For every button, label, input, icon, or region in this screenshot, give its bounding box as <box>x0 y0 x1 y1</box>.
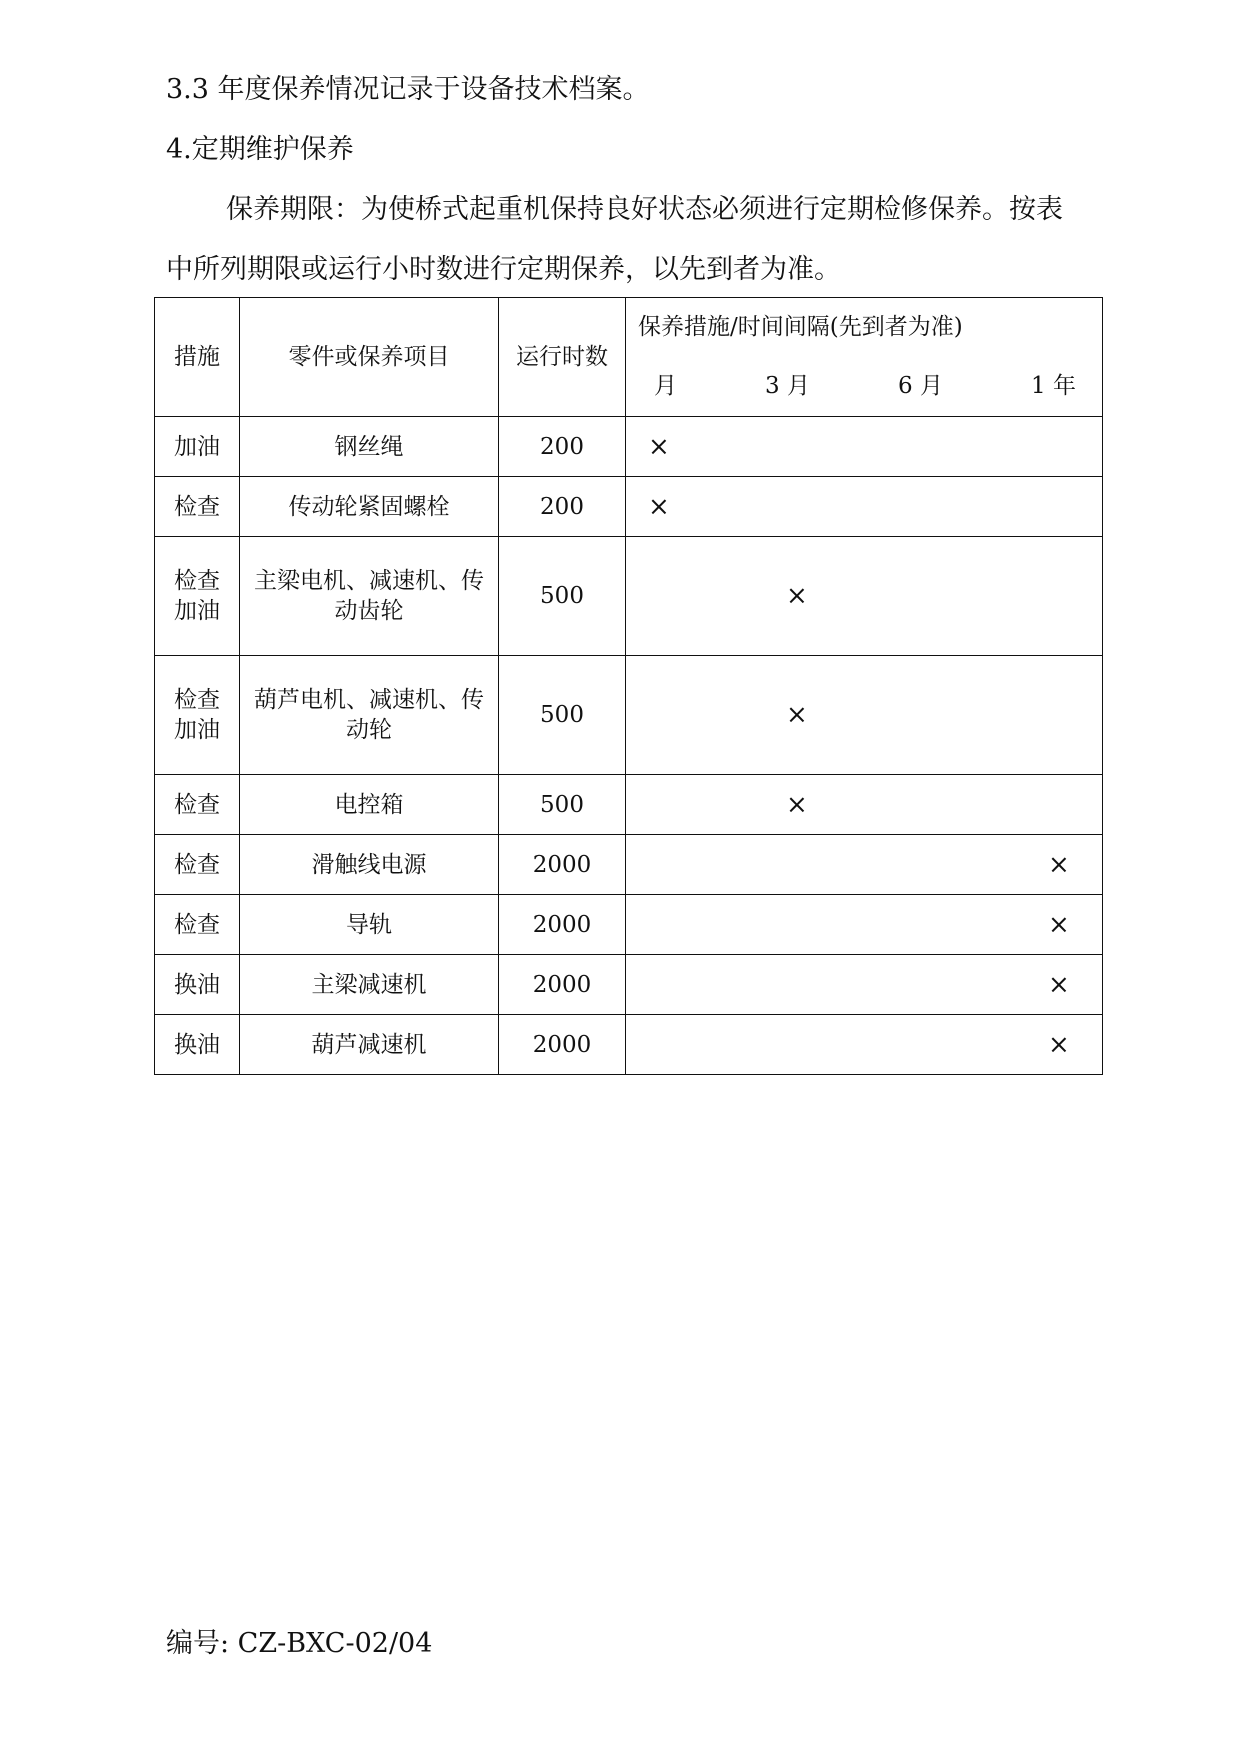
item-line: 动轮 <box>346 717 392 743</box>
cell-measure: 检查 <box>155 775 240 835</box>
table-row <box>155 775 1103 835</box>
table-row <box>155 477 1103 537</box>
cell-measure: 换油 <box>155 1015 240 1075</box>
table-row <box>155 656 1103 775</box>
measure-line: 检查 <box>174 687 220 713</box>
cell-hours: 200 <box>499 477 626 537</box>
cell-hours: 200 <box>499 417 626 477</box>
check-mark-3-months: × <box>786 700 808 730</box>
cell-item <box>240 537 499 656</box>
cell-measure <box>155 656 240 775</box>
header-periods <box>626 356 1103 417</box>
cell-hours: 2000 <box>499 955 626 1015</box>
cell-measure <box>155 537 240 656</box>
cell-item: 滑触线电源 <box>240 835 499 895</box>
measure-line: 检查 <box>174 568 220 594</box>
check-mark-1-year: × <box>1048 1029 1070 1060</box>
check-mark-3-months: × <box>786 581 808 611</box>
maintenance-schedule-table <box>154 297 1103 1075</box>
header-measure: 措施 <box>155 298 240 417</box>
check-mark-1-year: × <box>1048 909 1070 940</box>
cell-item: 电控箱 <box>240 775 499 835</box>
cell-item: 钢丝绳 <box>240 417 499 477</box>
cell-measure: 检查 <box>155 895 240 955</box>
period-6-months: 6 月 <box>898 373 943 399</box>
cell-measure: 换油 <box>155 955 240 1015</box>
paragraph-line: 3.3 年度保养情况记录于设备技术档案。 <box>166 74 650 105</box>
cell-hours: 2000 <box>499 835 626 895</box>
check-mark-1-year: × <box>1048 969 1070 1000</box>
header-interval: 保养措施/时间间隔(先到者为准) <box>626 298 1103 357</box>
cell-interval <box>626 955 1103 1015</box>
cell-interval <box>626 1015 1103 1075</box>
cell-item <box>240 656 499 775</box>
cell-item: 主梁减速机 <box>240 955 499 1015</box>
section-heading: 4.定期维护保养 <box>166 134 354 165</box>
paragraph-line: 保养期限：为使桥式起重机保持良好状态必须进行定期检修保养。按表 <box>226 194 1063 225</box>
check-mark-monthly: × <box>648 431 670 462</box>
item-line: 葫芦电机、减速机、传 <box>254 687 484 713</box>
header-hours: 运行时数 <box>499 298 626 417</box>
period-month: 月 <box>654 373 677 399</box>
measure-line: 加油 <box>174 598 220 624</box>
check-mark-3-months: × <box>786 789 808 820</box>
cell-interval <box>626 775 1103 835</box>
item-line: 动齿轮 <box>334 598 404 624</box>
cell-hours: 500 <box>499 775 626 835</box>
item-line: 主梁电机、减速机、传 <box>254 568 484 594</box>
cell-hours: 500 <box>499 537 626 656</box>
check-mark-monthly: × <box>648 491 670 522</box>
table-row <box>155 895 1103 955</box>
cell-interval <box>626 895 1103 955</box>
table-header-row <box>155 298 1103 357</box>
check-mark-1-year: × <box>1048 849 1070 880</box>
cell-hours: 2000 <box>499 1015 626 1075</box>
table-row <box>155 537 1103 656</box>
cell-interval <box>626 417 1103 477</box>
header-item: 零件或保养项目 <box>240 298 499 417</box>
period-1-year: 1 年 <box>1031 373 1076 399</box>
cell-item: 导轨 <box>240 895 499 955</box>
cell-interval <box>626 835 1103 895</box>
table-row <box>155 1015 1103 1075</box>
table-row <box>155 835 1103 895</box>
table-row <box>155 955 1103 1015</box>
table-row <box>155 417 1103 477</box>
cell-hours: 500 <box>499 656 626 775</box>
cell-interval <box>626 477 1103 537</box>
cell-hours: 2000 <box>499 895 626 955</box>
measure-line: 加油 <box>174 717 220 743</box>
cell-item: 传动轮紧固螺栓 <box>240 477 499 537</box>
document-number: 编号: CZ-BXC-02/04 <box>166 1628 433 1659</box>
cell-interval <box>626 537 1103 656</box>
cell-interval <box>626 656 1103 775</box>
cell-item: 葫芦减速机 <box>240 1015 499 1075</box>
cell-measure: 加油 <box>155 417 240 477</box>
cell-measure: 检查 <box>155 477 240 537</box>
period-3-months: 3 月 <box>765 373 810 399</box>
cell-measure: 检查 <box>155 835 240 895</box>
paragraph-line: 中所列期限或运行小时数进行定期保养，以先到者为准。 <box>166 254 841 285</box>
